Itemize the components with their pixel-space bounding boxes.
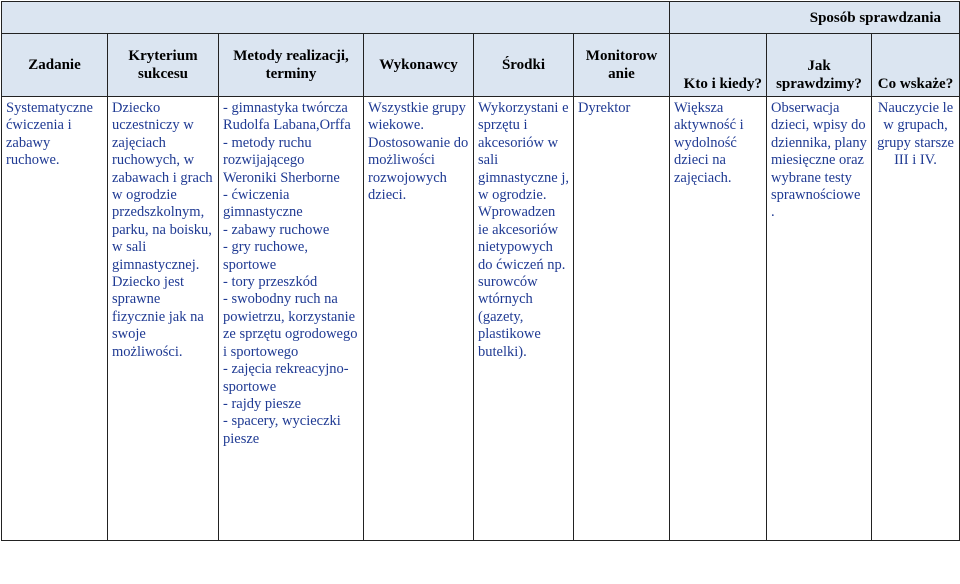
cell-monitorowanie: Dyrektor — [574, 97, 670, 541]
evaluation-table — [1, 1, 960, 541]
header-zadanie: Zadanie — [2, 34, 108, 97]
cell-wykonawcy: Wszystkie grupy wiekowe. Dostosowanie do możliwości rozwojowych dzieci. — [364, 97, 474, 541]
header-kryterium: Kryterium sukcesu — [108, 34, 219, 97]
cell-srodki: Wykorzystani e sprzętu i akcesoriów w sali gimnastyczne j, w ogrodzie. Wprowadzen ie akcesoriów nietypowych do ćwiczeń np. surowców wtórnych (gazety, plastikowe butelki). — [474, 97, 574, 541]
cell-kryterium: Dziecko uczestniczy w zajęciach ruchowych, w zabawach i grach w ogrodzie przedszkolnym, parku, na boisku, w sali gimnastycznej. Dziecko jest sprawne fizycznie jak na swoje możliwości. — [108, 97, 219, 541]
cell-kto: Większa aktywność i wydolność dzieci na zajęciach. — [670, 97, 767, 541]
table-row — [2, 97, 960, 541]
header-wykonawcy: Wykonawcy — [364, 34, 474, 97]
header-jak: Jak sprawdzimy? — [767, 34, 872, 97]
header-sposob: Sposób sprawdzania — [670, 2, 960, 34]
cell-jak: Obserwacja dzieci, wpisy do dziennika, plany miesięczne oraz wybrane testy sprawnościowe . — [767, 97, 872, 541]
header-monitorowanie: Monitorow anie — [574, 34, 670, 97]
header-co: Co wskaże? — [872, 34, 960, 97]
header-empty — [2, 2, 670, 34]
header-kto: Kto i kiedy? — [670, 34, 767, 97]
cell-metody: - gimnastyka twórcza Rudolfa Labana,Orffa - metody ruchu rozwijającego Weroniki Sherborne - ćwiczenia gimnastyczne - zabawy ruchowe - gry ruchowe, sportowe - tory przeszkód - swobodny ruch na powietrzu, korzystanie ze sprzętu ogrodowego i sportowego - zajęcia rekreacyjno-sportowe - rajdy piesze - spacery, wycieczki piesze — [219, 97, 364, 541]
header-srodki: Środki — [474, 34, 574, 97]
cell-co: Nauczycie le w grupach, grupy starsze III i IV. — [872, 97, 960, 541]
header-metody: Metody realizacji, terminy — [219, 34, 364, 97]
cell-zadanie: Systematyczne ćwiczenia i zabawy ruchowe. — [2, 97, 108, 541]
